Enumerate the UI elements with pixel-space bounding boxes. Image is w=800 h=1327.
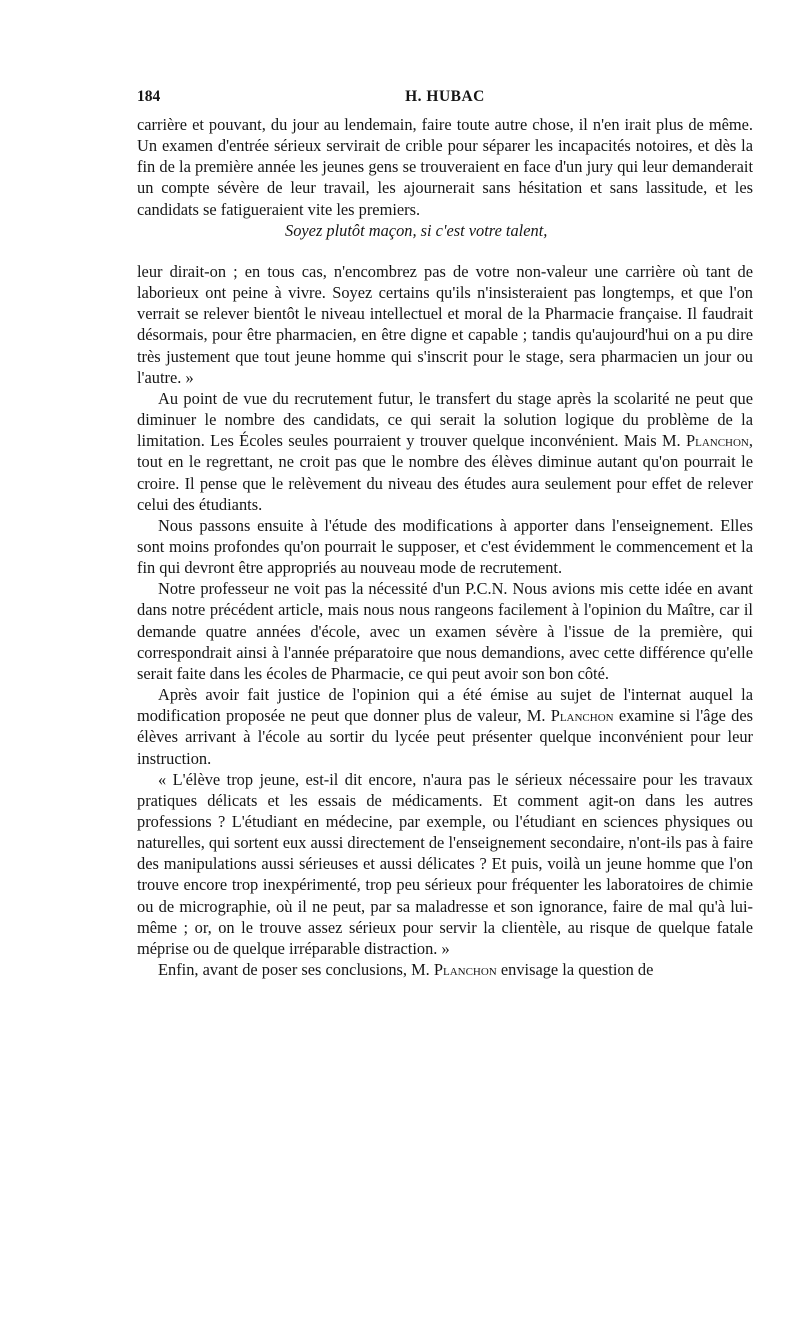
paragraph: carrière et pouvant, du jour au lendemain, faire toute autre chose, il n'en irait plus de même. Un examen d'entrée sérieux servirait de crible pour séparer les incapacités notoires, et dès la fin de la première année les jeunes gens se trouveraient en face d'un jury qui leur demanderait un compte sévère de leur travail, les ajournerait sans hésitation et sans lassitude, et les candidats se fatigueraient vite les premiers.: [137, 115, 753, 219]
paragraph: leur dirait-on ; en tous cas, n'encombrez pas de votre non-valeur une carrière où tant de laborieux ont peine à vivre. Soyez certains qu'ils n'insisteraient pas longtemps, et que l'on verrait se relever bientôt le niveau intellectuel et moral de la Pharmacie française. Il faudrait désormais, pour être pharmacien, en être digne et capable ; tandis qu'aujourd'hui on a pu dire très justement que tout jeune homme qui s'inscrit pour le stage, sera pharmacien un jour ou l'autre. »: [137, 261, 753, 387]
page-number: 184: [137, 88, 161, 105]
page-header: [137, 88, 753, 114]
book-page: [137, 88, 753, 980]
paragraph: Après avoir fait justice de l'opinion qui a été émise au sujet de l'internat auquel la modification proposée ne peut que donner plus de valeur, M. Planchon examine si l'âge des élèves arrivant à l'école au sortir du lycée peut présenter quelque inconvénient pour leur instruction.: [137, 685, 753, 768]
author-name: Planchon: [550, 706, 614, 726]
running-title: H. HUBAC: [405, 88, 485, 105]
paragraph: Au point de vue du recrutement futur, le transfert du stage après la scolarité ne peut que diminuer le nombre des candidats, ce qui serait la solution logique du problème de la limitation. Les Écoles seules pourraient y trouver quelque inconvénient. Mais M. Planchon, tout en le regrettant, ne croit pas que le nombre des élèves diminue autant qu'on pourrait le croire. Il pense que le relèvement du niveau des études aura seulement pour effet de relever celui des étudiants.: [137, 388, 753, 514]
paragraph: Enfin, avant de poser ses conclusions, M. Planchon envisage la question de: [158, 960, 654, 980]
paragraph: Nous passons ensuite à l'étude des modifications à apporter dans l'enseignement. Elles sont moins profondes qu'on pourrait le supposer, et c'est évidemment le commencement et la fin qui devront être appropriés au nouveau mode de recrutement.: [137, 515, 753, 578]
verse-quotation: Soyez plutôt maçon, si c'est votre talent,: [285, 220, 548, 240]
author-name: Planchon: [685, 431, 749, 451]
paragraph: « L'élève trop jeune, est-il dit encore, n'aura pas le sérieux nécessaire pour les travaux pratiques délicats et les essais de médicaments. Et comment agit-on dans les autres professions ? L'étudiant en médecine, par exemple, ou l'étudiant en sciences physiques ou naturelles, qui sortent eux aussi directement de l'enseignement secondaire, n'ont-ils pas à faire des manipulations aussi sérieuses et aussi délicates ? Et puis, voilà un jeune homme que l'on trouve encore trop inexpérimenté, trop peu sérieux pour fréquenter les laboratoires de chimie ou de micrographie, où il ne peut, par sa maladresse et son ignorance, faire de mal qu'à lui-même ; or, on le trouve assez sérieux pour servir la clientèle, au risque de quelque fatale méprise ou de quelque irréparable distraction. »: [137, 769, 753, 958]
paragraph: Notre professeur ne voit pas la nécessité d'un P.C.N. Nous avions mis cette idée en avant dans notre précédent article, mais nous nous rangeons facilement à l'opinion du Maître, car il demande quatre années d'école, avec un examen sévère à l'issue de la première, qui correspondrait ainsi à l'année préparatoire que nous demandions, avec cette différence qu'elle serait faite dans les écoles de Pharmacie, ce qui peut avoir son bon côté.: [137, 579, 753, 683]
author-name: Planchon: [433, 960, 497, 980]
